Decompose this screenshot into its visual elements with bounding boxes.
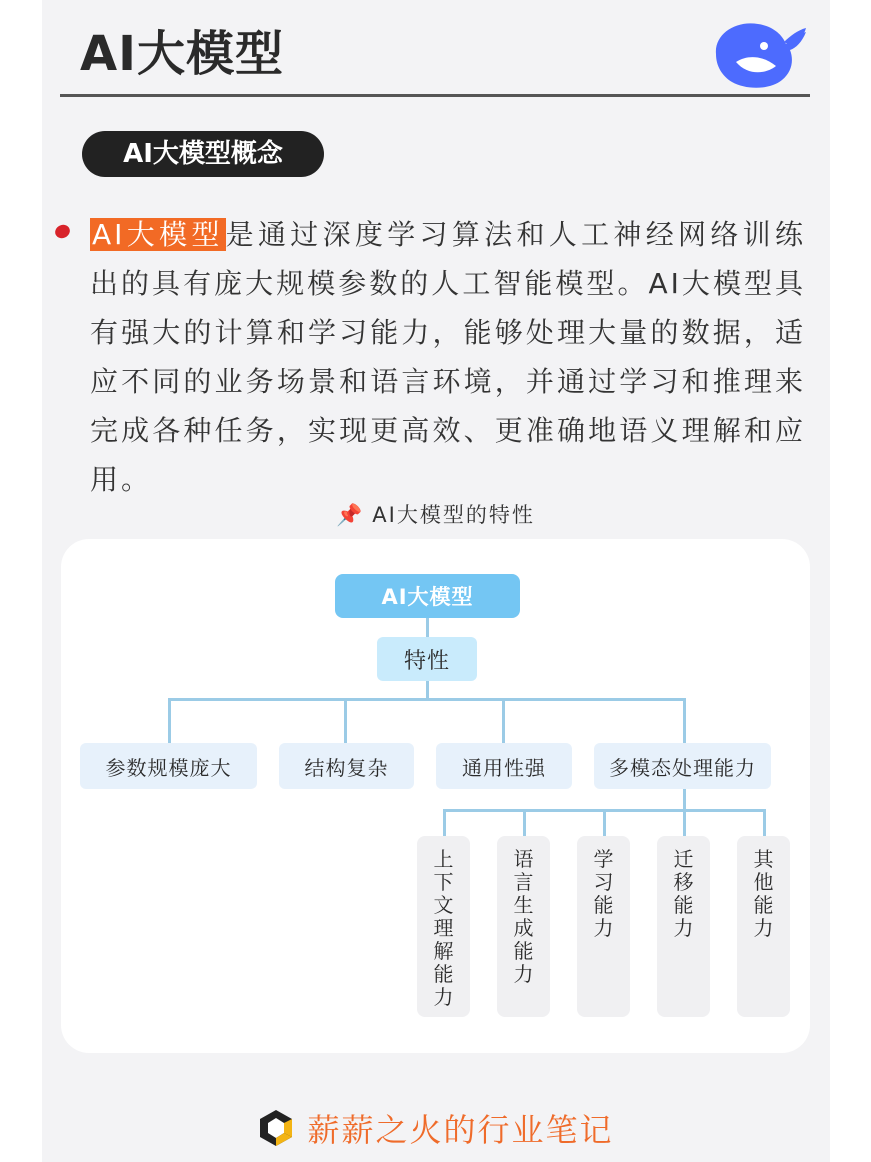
node-language-generation: 语 言 生 成 能 力 bbox=[497, 836, 550, 1017]
concept-text: 是通过深度学习算法和人工神经网络训练出的具有庞大规模参数的人工智能模型。AI大模型具有强大的计算和学习能力，能够处理大量的数据，适应不同的业务场景和语言环境，并通过学习和推理来完成各种任务，实现更高效、更准确地语义理解和应用。 bbox=[90, 218, 806, 496]
brand-hexagon-icon bbox=[257, 1108, 295, 1148]
node-feature-multimodal: 多模态处理能力 bbox=[594, 743, 771, 789]
node-feature-complex-structure: 结构复杂 bbox=[279, 743, 414, 789]
connector-feature-4 bbox=[683, 698, 686, 743]
node-other: 其 他 能 力 bbox=[737, 836, 790, 1017]
section-label: AI大模型概念 bbox=[82, 131, 324, 177]
connector-child-4 bbox=[683, 809, 686, 836]
concept-highlight: AI大模型 bbox=[92, 218, 224, 251]
connector-multimodal-down bbox=[683, 789, 686, 811]
node-learning: 学 习 能 力 bbox=[577, 836, 630, 1017]
connector-feature-3 bbox=[502, 698, 505, 743]
diagram-caption bbox=[0, 499, 871, 531]
concept-paragraph bbox=[90, 210, 806, 504]
node-root: AI大模型 bbox=[335, 574, 520, 618]
node-context-understanding: 上 下 文 理 解 能 力 bbox=[417, 836, 470, 1017]
connector-feature-1 bbox=[168, 698, 171, 743]
node-feature-generality: 通用性强 bbox=[436, 743, 572, 789]
connector-feature-bar bbox=[168, 698, 686, 701]
diagram-caption-text: AI大模型的特性 bbox=[372, 503, 535, 527]
title-divider bbox=[60, 94, 810, 97]
connector-root-mid bbox=[426, 618, 429, 637]
node-transfer: 迁 移 能 力 bbox=[657, 836, 710, 1017]
connector-child-3 bbox=[603, 809, 606, 836]
connector-child-1 bbox=[443, 809, 446, 836]
connector-child-2 bbox=[523, 809, 526, 836]
page-title: AI大模型 bbox=[80, 26, 285, 82]
connector-feature-2 bbox=[344, 698, 347, 743]
node-feature-parameter-scale: 参数规模庞大 bbox=[80, 743, 257, 789]
whale-logo-icon bbox=[706, 14, 810, 92]
connector-child-5 bbox=[763, 809, 766, 836]
node-characteristics: 特性 bbox=[377, 637, 477, 681]
pushpin-icon: 📌 bbox=[336, 503, 365, 527]
footer bbox=[0, 1102, 871, 1154]
footer-text: 薪薪之火的行业笔记 bbox=[307, 1111, 614, 1149]
